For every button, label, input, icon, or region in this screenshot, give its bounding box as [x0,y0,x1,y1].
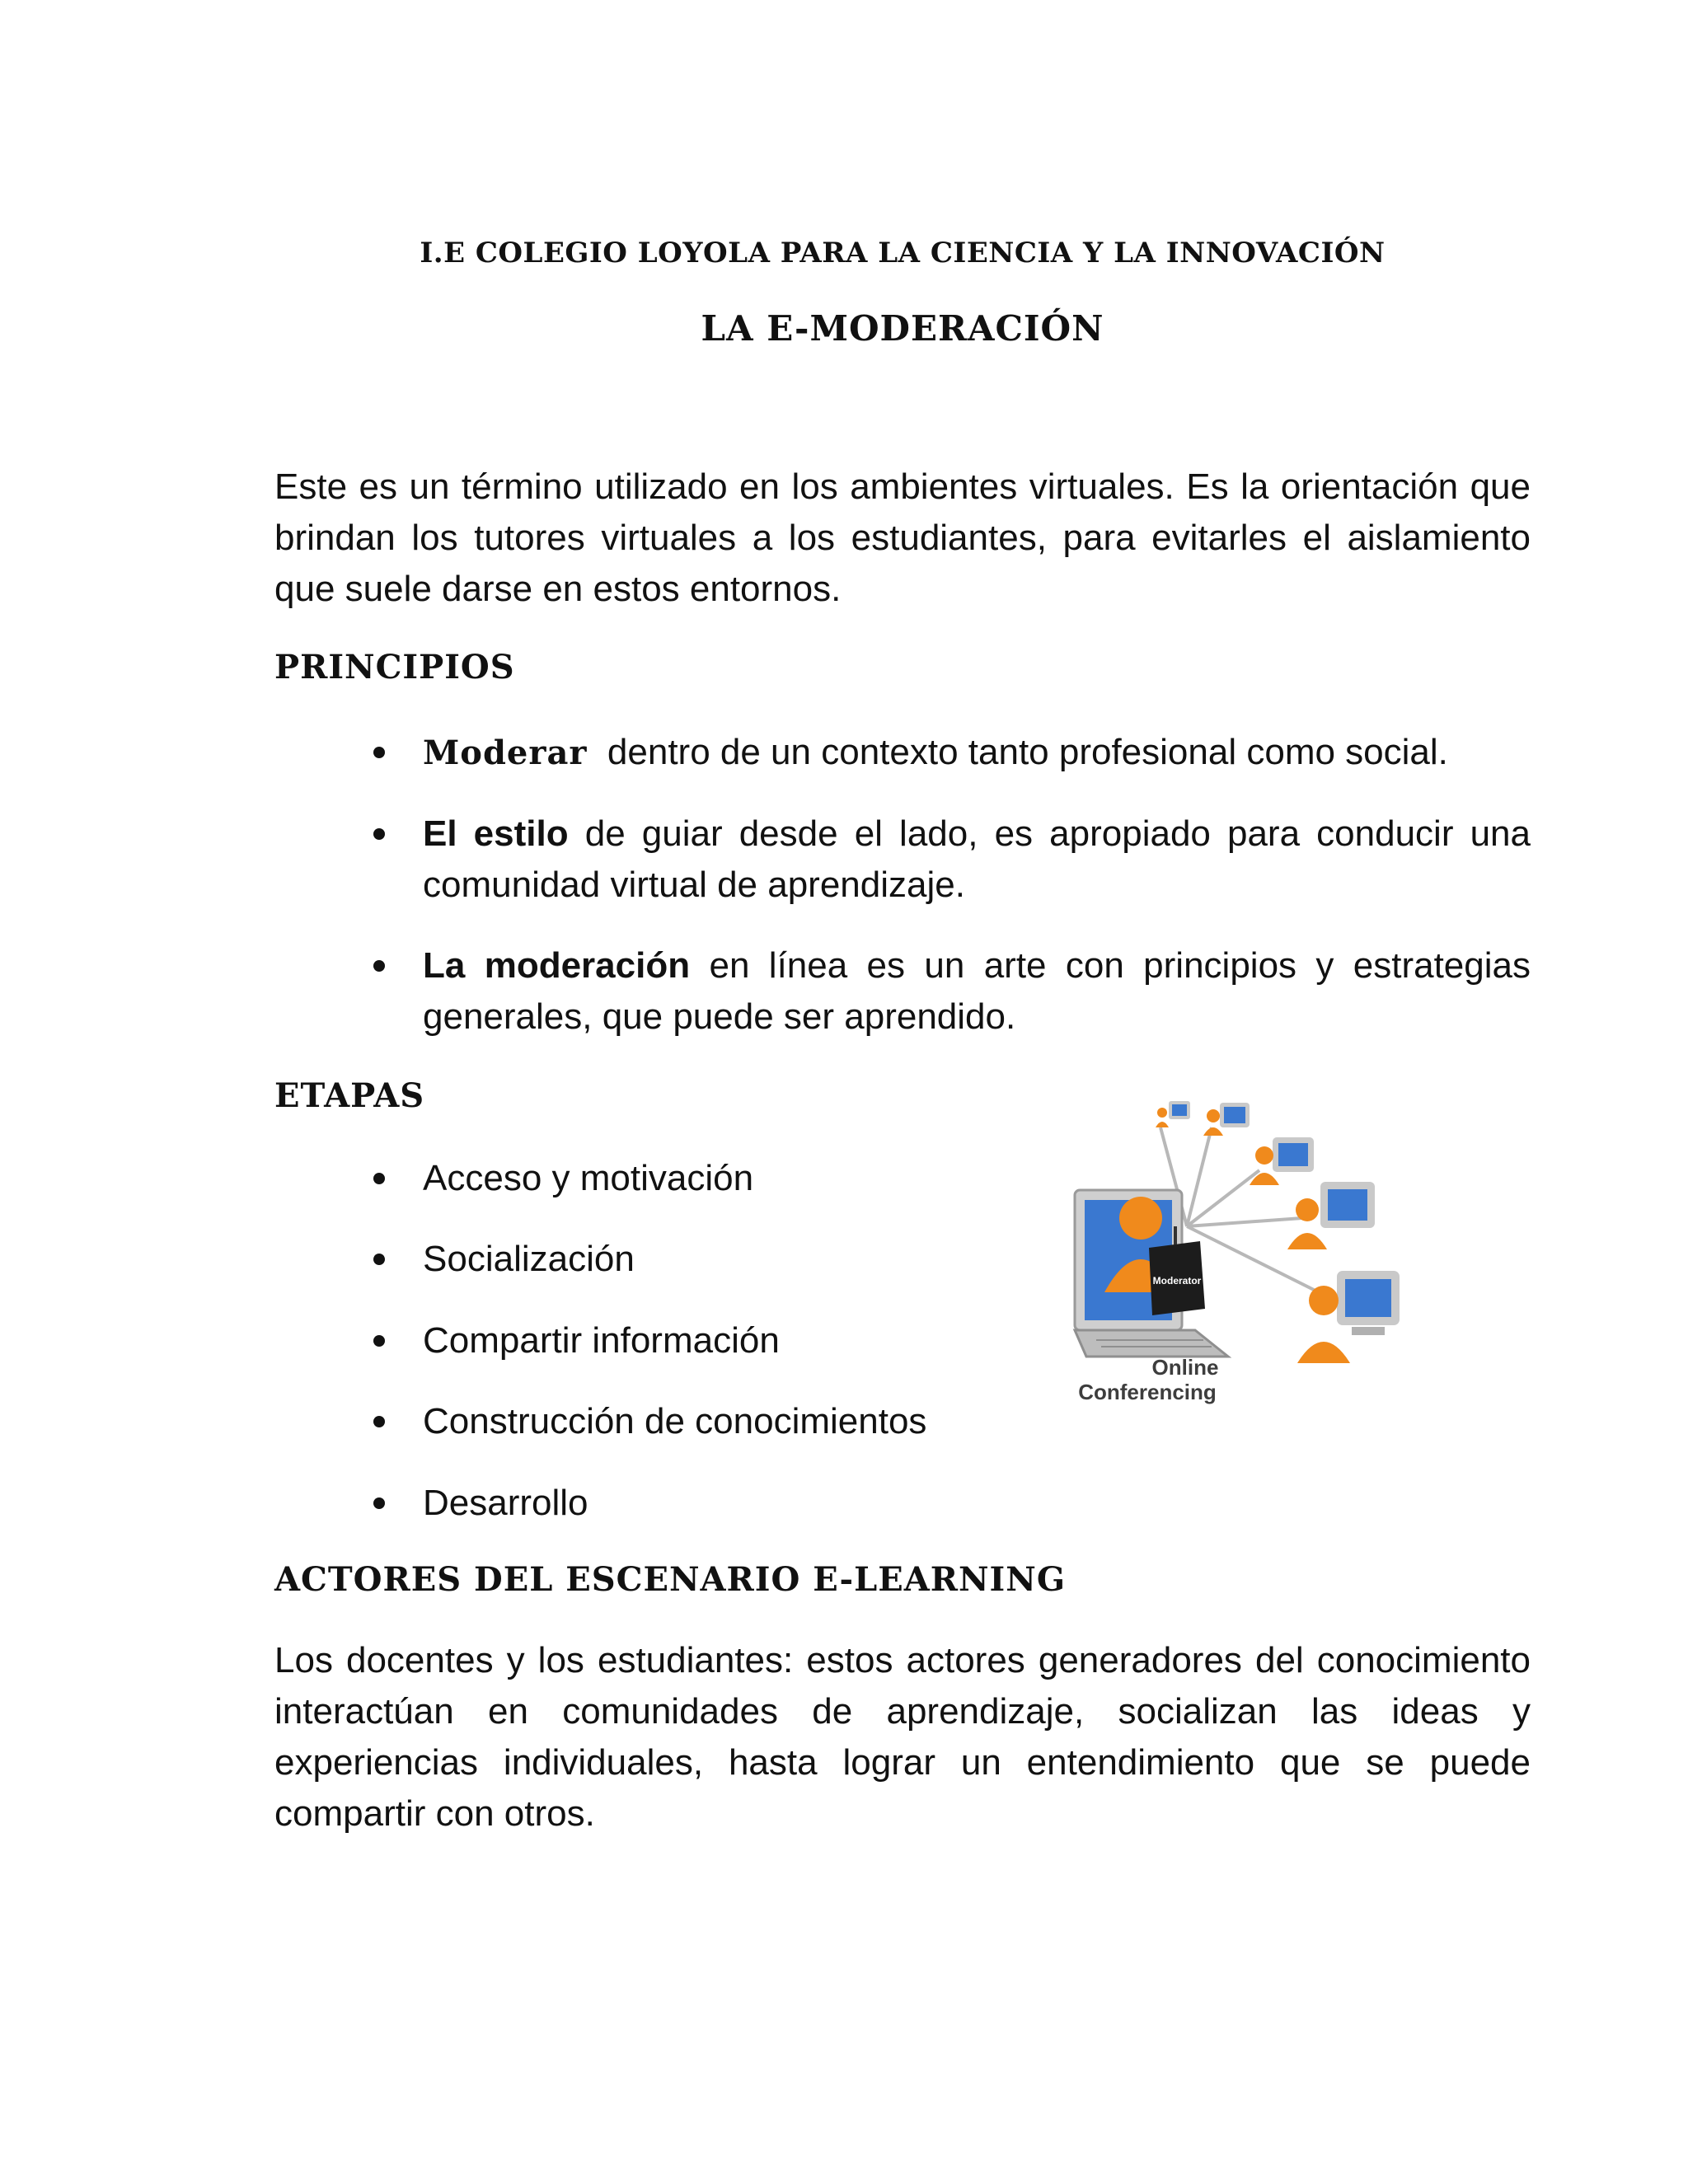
page-title: LA E-MODERACIÓN [701,308,1104,349]
intro-paragraph: Este es un término utilizado en los ambientes virtuales. Es la orientación que brindan los tutores virtuales a los estudiantes, para evitarles el aislamiento que suele darse en estos entornos. [274,466,1531,609]
remote-monitor-icon [1287,1182,1375,1249]
principio-item [423,808,1531,911]
etapas-heading: ETAPAS [274,1076,425,1115]
principio-text: de guiar desde el lado, es apropiado para conducir una comunidad virtual de aprendizaje. [423,813,1531,905]
etapa-item: Desarrollo [423,1478,588,1529]
online-conferencing-illustration [1063,1094,1409,1408]
etapa-item: Acceso y motivación [423,1153,753,1204]
principio-term: La moderación [423,945,691,986]
principios-heading: PRINCIPIOS [274,648,515,687]
etapa-item: Construcción de conocimientos [423,1396,926,1447]
school-name: I.E COLEGIO LOYOLA PARA LA CIENCIA Y LA INNOVACIÓN [420,237,1386,269]
moderator-label: Moderator [1152,1275,1202,1286]
principio-item [423,727,1531,779]
principio-term: Moderar [423,733,588,772]
actores-heading: ACTORES DEL ESCENARIO E-LEARNING [274,1560,1066,1599]
actores-paragraph: Los docentes y los estudiantes: estos actores generadores del conocimiento interactúan en comunidades de aprendizaje, socializan las ideas y experiencias individuales, hasta lograr un entendimiento que se puede compartir con otros. [274,1640,1531,1834]
principio-text: en línea es un arte con principios y estrategias generales, que puede ser aprendido. [423,945,1531,1037]
etapa-item: Compartir información [423,1315,780,1366]
remote-monitor-icon [1203,1103,1250,1136]
remote-monitor-icon [1156,1101,1190,1127]
caption-line-1: Online [1151,1355,1219,1380]
remote-monitor-icon [1250,1137,1314,1185]
principio-term: El estilo [423,813,569,854]
etapa-item: Socialización [423,1234,635,1285]
remote-monitor-icon [1297,1271,1400,1363]
principio-item [423,940,1531,1043]
principio-text: dentro de un contexto tanto profesional como social. [607,732,1448,772]
caption-line-2: Conferencing [1078,1380,1217,1404]
